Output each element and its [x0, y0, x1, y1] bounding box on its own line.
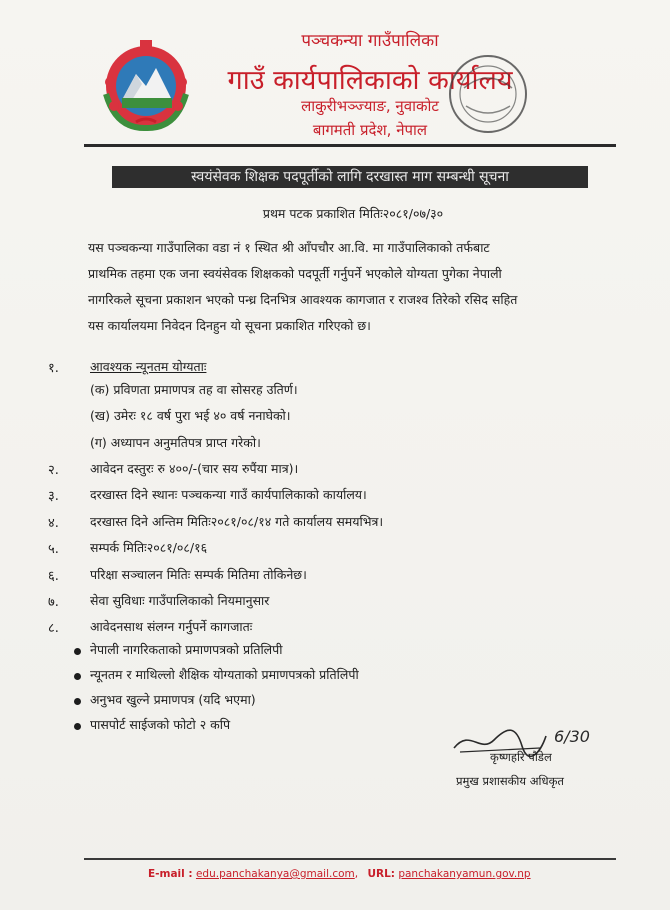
notice-paragraph [88, 238, 648, 342]
item-label: आवेदन दस्तुरः रु ४००/-(चार सय रुपैंया मात्र)। [90, 461, 299, 476]
item-number: १. [48, 361, 59, 376]
bullet-icon [74, 698, 81, 705]
website-link[interactable]: panchakanyamun.gov.np [398, 868, 531, 880]
signature-date: 6/30 [554, 727, 590, 746]
office-stamp-icon [430, 48, 540, 138]
item-number: ७. [48, 595, 59, 610]
required-document: पासपोर्ट साईजको फोटो २ कपि [90, 717, 231, 732]
paragraph-line: प्राथमिक तहमा एक जना स्वयंसेवक शिक्षकको पदपूर्ती गर्नुपर्ने भएकोले योग्यता पुगेका नेपाली [88, 266, 502, 281]
signatory-title: प्रमुख प्रशासकीय अधिकृत [456, 774, 564, 788]
required-document: नेपाली नागरिकताको प्रमाणपत्रको प्रतिलिपी [90, 642, 283, 657]
bullet-icon [74, 673, 81, 680]
item-number: ३. [48, 489, 59, 504]
office-name: गाउँ कार्यपालिकाको कार्यालय [227, 65, 513, 96]
bullet-icon [74, 723, 81, 730]
required-document: न्यूनतम र माथिल्लो शैक्षिक योग्यताको प्रमाणपत्रको प्रतिलिपी [90, 667, 359, 682]
publication-date: प्रथम पटक प्रकाशित मितिः२०८१/०७/३० [262, 206, 444, 221]
item-label: दरखास्त दिने अन्तिम मितिः२०८१/०८/१४ गते कार्यालय समयभित्र। [90, 514, 384, 529]
item-label: सम्पर्क मितिः२०८१/०८/१६ [90, 540, 208, 555]
footer-divider [84, 858, 616, 860]
qualification: (ग) अध्यापन अनुमतिपत्र प्राप्त गरेको। [90, 435, 261, 450]
item-label: परिक्षा सञ्चालन मितिः सम्पर्क मितिमा तोकिनेछ। [90, 567, 307, 582]
item-number: ६. [48, 569, 59, 584]
item-label: आवश्यक न्यूनतम योग्यताः [90, 359, 207, 374]
footer-contact: E-mail : edu.panchakanya@gmail.com, URL: panchakanyamun.gov.np [148, 868, 531, 880]
office-address: लाकुरीभञ्ज्याङ, नुवाकोट [301, 97, 439, 115]
office-province: बागमती प्रदेश, नेपाल [312, 121, 428, 139]
item-number: २. [48, 463, 59, 478]
item-label: सेवा सुविधाः गाउँपालिकाको नियमानुसार [90, 593, 270, 608]
paragraph-line: यस पञ्चकन्या गाउँपालिका वडा नं १ स्थित श्री आँपचौर आ.वि. मा गाउँपालिकाको तर्फबाट [88, 240, 490, 255]
nepal-emblem-icon [96, 34, 196, 134]
email-label: E-mail : [148, 868, 193, 880]
url-label: URL: [367, 868, 395, 880]
municipality-name: पञ्चकन्या गाउँपालिका [301, 31, 439, 51]
paragraph-line: यस कार्यालयमा निवेदन दिनहुन यो सूचना प्रकाशित गरिएको छ। [88, 318, 371, 333]
header-divider [84, 144, 616, 147]
notice-title: स्वयंसेवक शिक्षक पदपूर्तीको लागि दरखास्त माग सम्बन्धी सूचना [112, 166, 588, 188]
item-label: दरखास्त दिने स्थानः पञ्चकन्या गाउँ कार्यपालिकाको कार्यालय। [90, 487, 367, 502]
item-label: आवेदनसाथ संलग्न गर्नुपर्ने कागजातः [90, 619, 253, 634]
qualification: (क) प्रविणता प्रमाणपत्र तह वा सोसरह उतिर्ण। [90, 382, 298, 397]
item-number: ४. [48, 516, 59, 531]
qualification: (ख) उमेरः १८ वर्ष पुरा भई ४० वर्ष ननाघेको। [90, 408, 291, 423]
required-document: अनुभव खुल्ने प्रमाणपत्र (यदि भएमा) [90, 692, 256, 707]
signatory-name: कृष्णहरि पौडेल [490, 750, 552, 764]
paragraph-line: नागरिकले सूचना प्रकाशन भएको पन्ध्र दिनभित्र आवश्यक कागजात र राजश्व तिरेको रसिद सहित [88, 292, 518, 307]
bullet-icon [74, 648, 81, 655]
item-number: ८. [48, 621, 59, 636]
item-number: ५. [48, 542, 59, 557]
email-link[interactable]: edu.panchakanya@gmail.com [195, 868, 355, 880]
